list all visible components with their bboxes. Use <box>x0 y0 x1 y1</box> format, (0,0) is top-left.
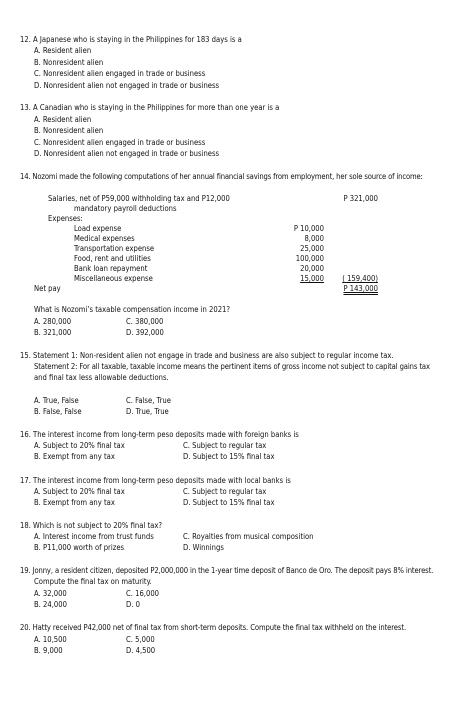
question-15-line-3: and final tax less allowable deductions. <box>34 373 169 382</box>
q19-choice-a: A. 32,000 <box>34 589 67 598</box>
q12-choice-a: A. Resident alien <box>34 46 92 55</box>
expense-amount: 25,000 <box>300 244 324 253</box>
expense-label: Transportation expense <box>74 244 155 253</box>
q15-choice-a: A. True, False <box>34 396 79 405</box>
q16-choice-c: C. Subject to regular tax <box>183 441 267 450</box>
net-pay-amount: P 143,000 <box>343 284 378 293</box>
expense-amount: 8,000 <box>304 234 324 243</box>
question-14-prompt: What is Nozomi’s taxable compensation income in 2021? <box>34 305 231 314</box>
q20-choice-c: C. 5,000 <box>126 635 155 644</box>
expense-label: Load expense <box>74 224 122 233</box>
expense-label: Miscellaneous expense <box>74 274 153 283</box>
q15-choice-b: B. False, False <box>34 407 82 416</box>
q20-choice-b: B. 9,000 <box>34 646 63 655</box>
q12-choice-c: C. Nonresident alien engaged in trade or business <box>34 69 206 78</box>
q12-choice-d: D. Nonresident alien not engaged in trade or business <box>34 81 220 90</box>
q18-choice-d: D. Winnings <box>183 543 224 552</box>
q13-choice-d: D. Nonresident alien not engaged in trade or business <box>34 149 220 158</box>
q15-choice-d: D. True, True <box>126 407 169 416</box>
q12-choice-b: B. Nonresident alien <box>34 58 104 67</box>
q14-choice-b: B. 321,000 <box>34 328 72 337</box>
q19-choice-b: B. 24,000 <box>34 600 67 609</box>
net-pay-label: Net pay <box>34 284 61 293</box>
q15-choice-c: C. False, True <box>126 396 171 405</box>
salaries-amount: P 321,000 <box>343 194 378 203</box>
expense-amount: 15,000 <box>300 274 324 283</box>
expense-amount: P 10,000 <box>293 224 324 233</box>
q17-choice-d: D. Subject to 15% final tax <box>183 498 275 507</box>
expenses-total: ( 159,400) <box>342 274 378 283</box>
q16-choice-d: D. Subject to 15% final tax <box>183 452 275 461</box>
question-16-stem: 16. The interest income from long-term peso deposits made with foreign banks is <box>20 430 299 439</box>
expenses-label: Expenses: <box>48 214 83 223</box>
question-18-stem: 18. Which is not subject to 20% final tax? <box>20 521 162 530</box>
q14-choice-d: D. 392,000 <box>126 328 164 337</box>
q14-choice-a: A. 280,000 <box>34 317 72 326</box>
question-17-stem: 17. The interest income from long-term peso deposits made with local banks is <box>20 476 291 485</box>
q20-choice-d: D. 4,500 <box>126 646 156 655</box>
q17-choice-b: B. Exempt from any tax <box>34 498 115 507</box>
question-15-line-1: 15. Statement 1: Non-resident alien not engage in trade and business are also subject to regular income tax. <box>20 351 394 360</box>
question-14-stem: 14. Nozomi made the following computations of her annual financial savings from employment, her sole source of income: <box>20 172 423 181</box>
q19-choice-c: C. 16,000 <box>126 589 160 598</box>
q13-choice-b: B. Nonresident alien <box>34 126 104 135</box>
q19-choice-d: D. 0 <box>126 600 140 609</box>
q13-choice-c: C. Nonresident alien engaged in trade or business <box>34 138 206 147</box>
q18-choice-c: C. Royalties from musical composition <box>183 532 314 541</box>
question-15-line-2: Statement 2: For all taxable, taxable income means the pertinent items of gross income not subject to capital gains tax <box>34 362 430 371</box>
q18-choice-a: A. Interest income from trust funds <box>34 532 154 541</box>
q13-choice-a: A. Resident alien <box>34 115 92 124</box>
q17-choice-a: A. Subject to 20% final tax <box>34 487 125 496</box>
q17-choice-c: C. Subject to regular tax <box>183 487 267 496</box>
q18-choice-b: B. P11,000 worth of prizes <box>34 543 125 552</box>
question-13-stem: 13. A Canadian who is staying in the Philippines for more than one year is a <box>20 103 280 112</box>
q16-choice-b: B. Exempt from any tax <box>34 452 115 461</box>
question-19-line-2: Compute the final tax on maturity. <box>34 577 152 586</box>
question-19-line-1: 19. Jonny, a resident citizen, deposited P2,000,000 in the 1-year time deposit of Banco de Oro. The deposit pays 8% interest. <box>20 566 434 575</box>
salaries-line-2: mandatory payroll deductions <box>74 204 177 213</box>
expense-amount: 20,000 <box>300 264 324 273</box>
expense-label: Bank loan repayment <box>74 264 148 273</box>
q20-choice-a: A. 10,500 <box>34 635 67 644</box>
expense-label: Food, rent and utilities <box>74 254 151 263</box>
question-12-stem: 12. A Japanese who is staying in the Philippines for 183 days is a <box>20 35 242 44</box>
salaries-line-1: Salaries, net of P59,000 withholding tax and P12,000 <box>48 194 230 203</box>
question-20-stem: 20. Hatty received P42,000 net of final tax from short-term deposits. Compute the final tax withheld on the interest. <box>20 623 407 632</box>
expense-label: Medical expenses <box>74 234 135 243</box>
q16-choice-a: A. Subject to 20% final tax <box>34 441 125 450</box>
expense-amount: 100,000 <box>295 254 324 263</box>
q14-choice-c: C. 380,000 <box>126 317 164 326</box>
